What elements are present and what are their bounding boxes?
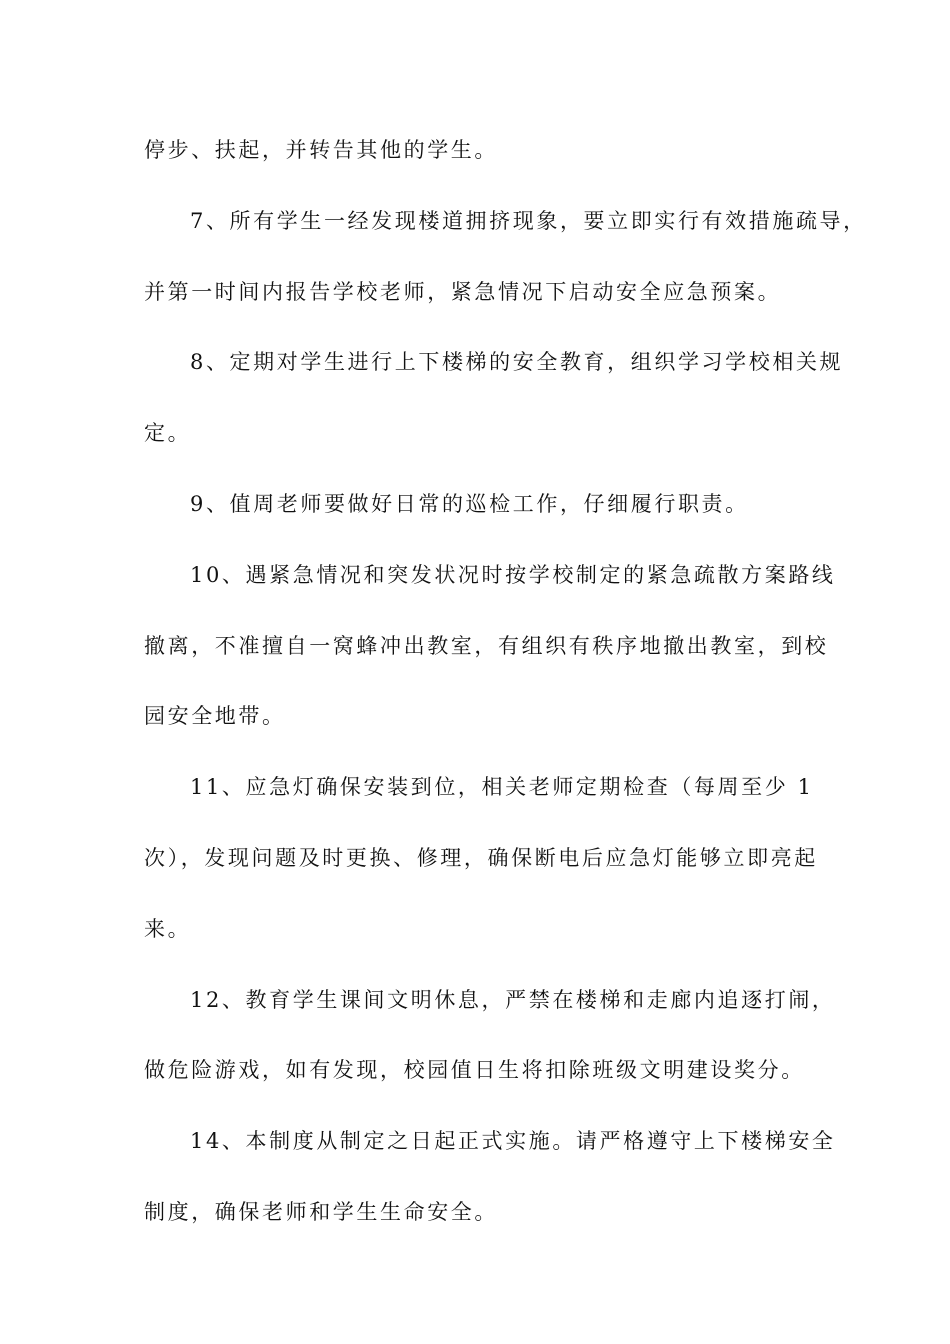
text-line: 撤离，不准擅自一窝蜂冲出教室，有组织有秩序地撤出教室，到校 [144,633,829,658]
text-line: 园安全地带。 [144,704,286,729]
text-line: 14、本制度从制定之日起正式实施。请严格遵守上下楼梯安全 [190,1129,836,1154]
text-line: 停步、扶起，并转告其他的学生。 [144,138,498,162]
text-line: 10、遇紧急情况和突发状况时按学校制定的紧急疏散方案路线 [190,562,836,587]
text-line: 并第一时间内报告学校老师，紧急情况下启动安全应急预案。 [144,279,782,304]
text-line: 制度，确保老师和学生生命安全。 [144,1199,498,1224]
text-line: 来。 [144,916,192,941]
text-line: 8、定期对学生进行上下楼梯的安全教育，组织学习学校相关规 [190,350,844,375]
document-body [144,126,867,1259]
text-line: 做危险游戏，如有发现，校园值日生将扣除班级文明建设奖分。 [144,1058,805,1083]
text-line: 11、应急灯确保安装到位，相关老师定期检查（每周至少 1 [190,775,814,800]
text-line: 定。 [144,421,192,446]
text-line: 次），发现问题及时更换、修理，确保断电后应急灯能够立即亮起 [144,845,818,870]
text-line: 9、值周老师要做好日常的巡检工作，仔细履行职责。 [190,491,749,516]
text-line: 12、教育学生课间文明休息，严禁在楼梯和走廊内追逐打闹， [190,987,836,1012]
text-line: 7、所有学生一经发现楼道拥挤现象，要立即实行有效措施疏导， [190,208,867,233]
